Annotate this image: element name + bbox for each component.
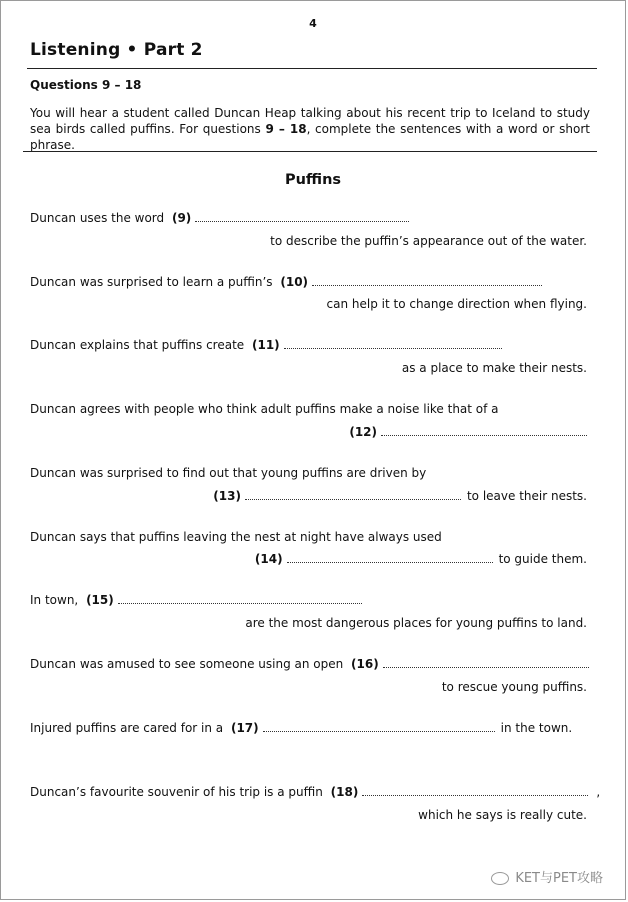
question-12-answer-line[interactable] [381, 424, 587, 436]
question-16-number: (16) [351, 657, 379, 671]
questions-heading: Questions 9 – 18 [30, 78, 142, 92]
question-10-number: (10) [280, 275, 309, 289]
question-15-answer-line[interactable] [118, 592, 362, 604]
instructions [30, 105, 590, 153]
question-18-line-2: which he says is really cute. [418, 808, 587, 822]
question-11-number: (11) [252, 338, 280, 352]
question-10-line-2: can help it to change direction when flying. [326, 297, 587, 311]
question-15-line-1 [30, 592, 362, 608]
question-13-line-2 [209, 488, 587, 504]
question-10-line-1 [30, 274, 542, 290]
question-17-line-1 [30, 720, 572, 736]
question-12-number: (12) [349, 425, 377, 439]
question-9-answer-line[interactable] [195, 210, 409, 222]
question-16-text: Duncan was amused to see someone using an open [30, 657, 348, 671]
divider-bottom [23, 151, 597, 152]
question-9-text: Duncan uses the word [30, 211, 168, 225]
question-17-number: (17) [230, 721, 259, 735]
question-18-answer-line[interactable] [362, 784, 588, 796]
question-11-answer-line[interactable] [284, 337, 502, 349]
wechat-icon [491, 872, 509, 885]
question-11-text: Duncan explains that puffins create [30, 338, 248, 352]
question-10-answer-line[interactable] [312, 274, 542, 286]
question-16-line-2: to rescue young puffins. [441, 680, 587, 694]
question-12-line-2 [345, 424, 587, 440]
question-15-text: In town, [30, 593, 83, 607]
question-9-line-1 [30, 210, 409, 226]
question-9-line-2: to describe the puffin’s appearance out of the water. [270, 234, 587, 248]
question-11-line-1 [30, 337, 502, 353]
section-title: Puffins [284, 172, 342, 188]
question-14-line-1: Duncan says that puffins leaving the nest at night have always used [30, 530, 442, 544]
instructions-text-1: You will hear a student called Duncan Heap talking about his recent trip to Iceland to study sea birds called puffins. For questions [30, 106, 590, 136]
question-14-line-2 [251, 551, 587, 567]
question-9-number: (9) [171, 211, 192, 225]
question-14-number: (14) [254, 552, 283, 566]
question-17-answer-line[interactable] [263, 720, 495, 732]
question-13-answer-line[interactable] [245, 488, 461, 500]
question-16-line-1 [30, 656, 589, 672]
question-15-number: (15) [86, 593, 114, 607]
question-16-answer-line[interactable] [383, 656, 589, 668]
question-18-comma: , [596, 785, 601, 799]
question-13-text-after: to leave their nests. [466, 489, 587, 503]
question-15-line-2: are the most dangerous places for young puffins to land. [245, 616, 587, 630]
question-12-line-1: Duncan agrees with people who think adult puffins make a noise like that of a [30, 402, 499, 416]
question-18-number: (18) [330, 785, 359, 799]
question-17-text-after: in the town. [500, 721, 573, 735]
page-title: Listening • Part 2 [30, 40, 203, 60]
question-18-text: Duncan’s favourite souvenir of his trip is a puffin [30, 785, 327, 799]
page-number: 4 [309, 17, 317, 30]
question-13-number: (13) [213, 489, 241, 503]
question-17-text: Injured puffins are cared for in a [30, 721, 227, 735]
question-14-answer-line[interactable] [287, 551, 493, 563]
divider-top [27, 68, 597, 69]
instructions-range: 9 – 18 [265, 122, 307, 136]
instructions-text-2: , complete the sentences with a word or short phrase. [30, 122, 590, 152]
question-13-line-1: Duncan was surprised to find out that young puffins are driven by [30, 466, 427, 480]
question-14-text-after: to guide them. [498, 552, 587, 566]
question-10-text: Duncan was surprised to learn a puffin’s [30, 275, 277, 289]
watermark-text: KET与PET攻略 [515, 871, 603, 886]
question-11-line-2: as a place to make their nests. [401, 361, 587, 375]
watermark [491, 867, 603, 886]
question-18-line-1 [30, 784, 600, 800]
